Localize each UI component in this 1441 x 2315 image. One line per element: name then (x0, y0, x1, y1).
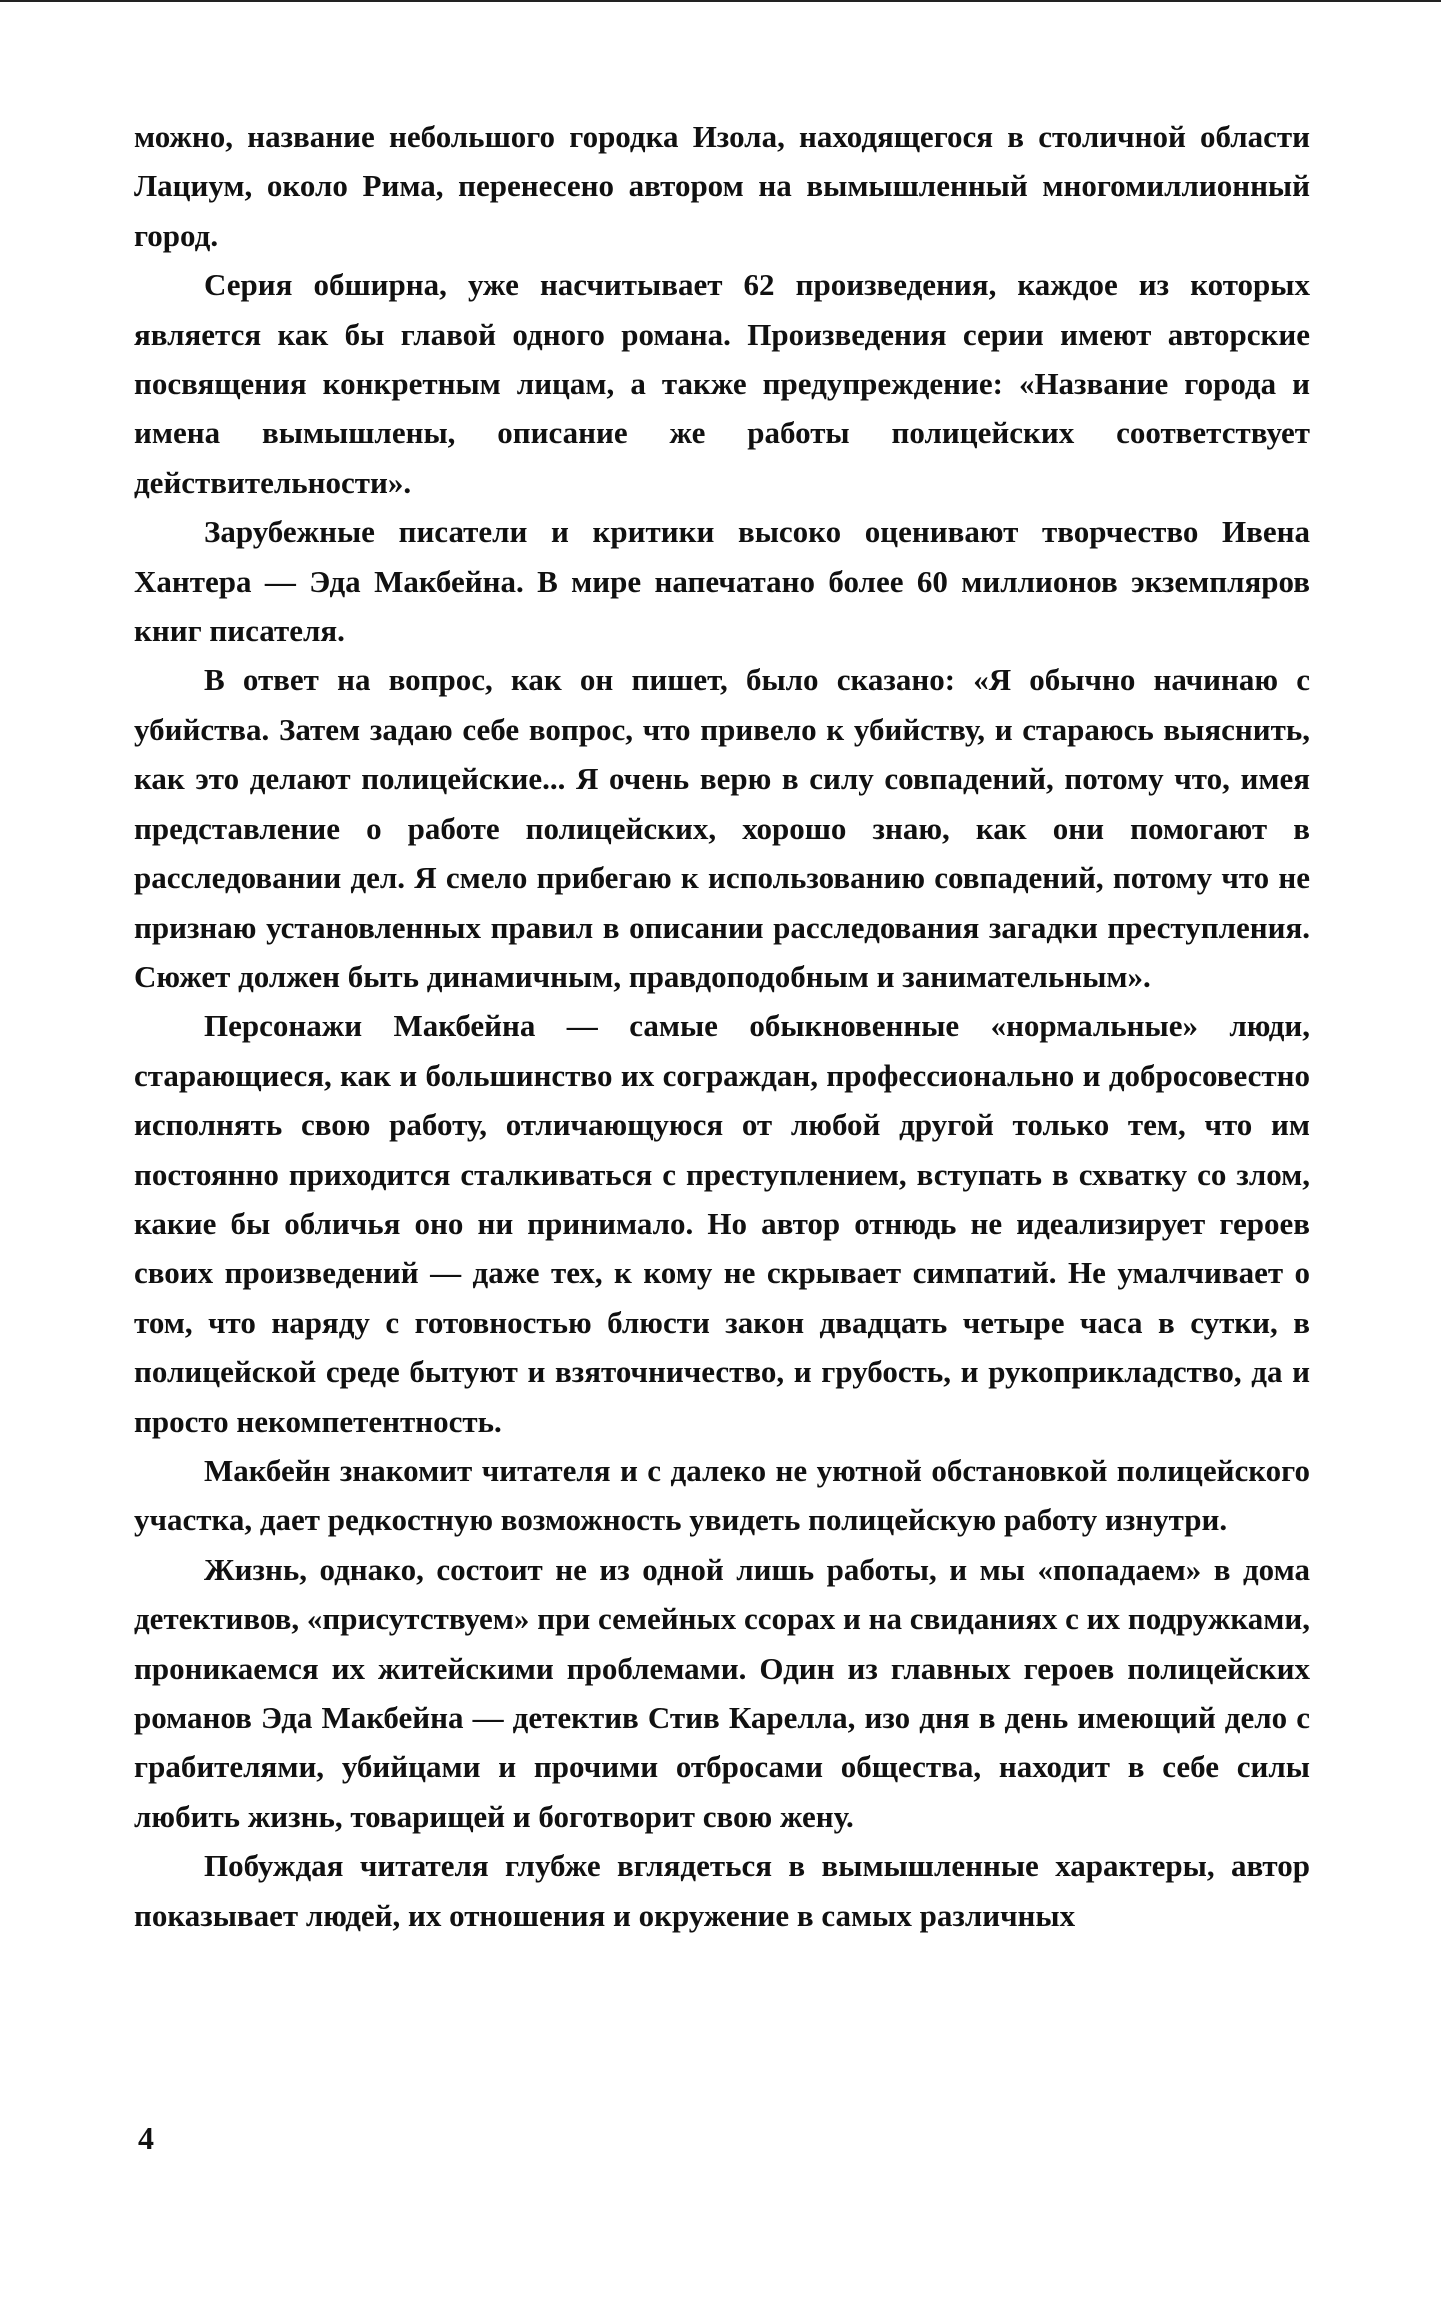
page-top-edge (0, 0, 1441, 2)
paragraph-3: Зарубежные писатели и критики высоко оценивают творчество Ивена Хантера — Эда Макбейна. В мире напечатано более 60 миллионов экземпляров книг писателя. (134, 514, 1310, 649)
page-number: 4 (138, 2120, 154, 2156)
paragraph-4: В ответ на вопрос, как он пишет, было сказано: «Я обычно начинаю с убийства. Затем задаю себе вопрос, что привело к убийству, и стараюсь выяснить, как это делают полицейские... Я очень верю в силу совпадений, потому что, имея представление о работе полицейских, хорошо знаю, как они помогают в расследовании дел. Я смело прибегаю к использованию совпадений, потому что не признаю установленных правил в описании расследования загадки преступления. Сюжет должен быть динамичным, правдоподобным и занимательным». (134, 662, 1310, 994)
page-body-text (134, 112, 1310, 1940)
paragraph-5: Персонажи Макбейна — самые обыкновенные «нормальные» люди, старающиеся, как и большинство их сограждан, профессионально и добросовестно исполнять свою работу, отличающуюся от любой другой только тем, что им постоянно приходится сталкиваться с преступлением, вступать в схватку со злом, какие бы обличья оно ни принимало. Но автор отнюдь не идеализирует героев своих произведений — даже тех, к кому не скрывает симпатий. Не умалчивает о том, что наряду с готовностью блюсти закон двадцать четыре часа в сутки, в полицейской среде бытуют и взяточничество, и грубость, и рукоприкладство, да и просто некомпетентность. (134, 1008, 1310, 1439)
paragraph-7: Жизнь, однако, состоит не из одной лишь работы, и мы «попадаем» в дома детективов, «присутствуем» при семейных ссорах и на свиданиях с их подружками, проникаемся их житейскими проблемами. Один из главных героев полицейских романов Эда Макбейна — детектив Стив Карелла, изо дня в день имеющий дело с грабителями, убийцами и прочими отбросами общества, находит в себе силы любить жизнь, товарищей и боготворит свою жену. (134, 1551, 1310, 1834)
paragraph-6: Макбейн знакомит читателя и с далеко не уютной обстановкой полицейского участка, дает редкостную возможность увидеть полицейскую работу изнутри. (134, 1452, 1310, 1538)
paragraph-8: Побуждая читателя глубже вглядеться в вымышленные характеры, автор показывает людей, их отношения и окружение в самых различных (134, 1848, 1310, 1933)
paragraph-2: Серия обширна, уже насчитывает 62 произведения, каждое из которых является как бы главой одного романа. Произведения серии имеют авторские посвящения конкретным лицам, а также предупреждение: «Название города и имена вымышлены, описание же работы полицейских соответствует действительности». (134, 267, 1310, 500)
paragraph-1: можно, название небольшого городка Изола, находящегося в столичной области Лациум, около Рима, перенесено автором на вымышленный многомиллионный город. (134, 119, 1310, 253)
